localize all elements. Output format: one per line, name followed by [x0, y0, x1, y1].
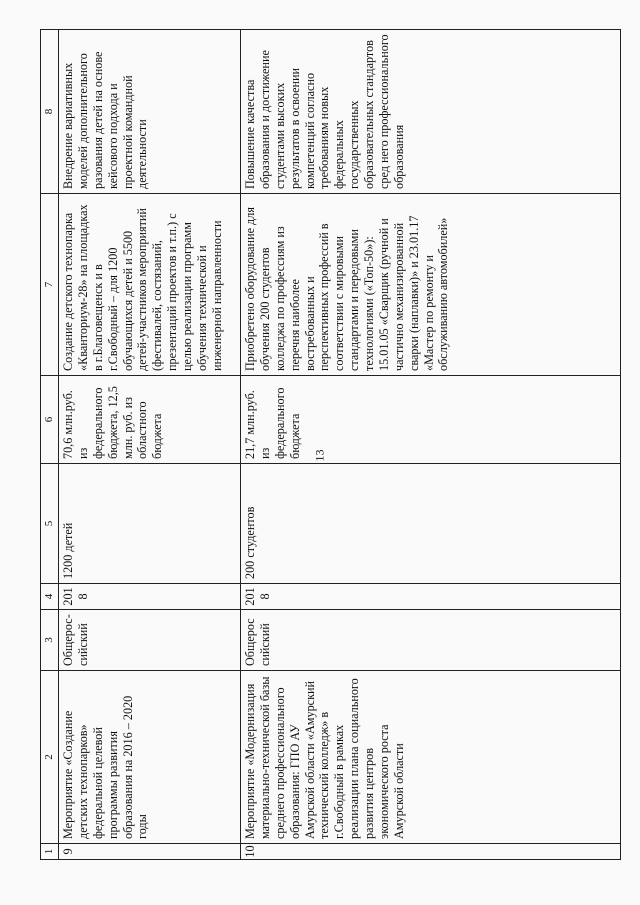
event-cell: Мероприятие «Создание детских технопарков» федеральной целевой программы развития образования на 2016 – 2020 годы — [59, 671, 241, 844]
level-cell: Общерос-сийский — [59, 610, 241, 671]
row-number: 9 — [59, 844, 241, 860]
effect-cell: Повышение качества образования и достижение студентами высоких результатов в освоении компетенций согласно требованиям новых федеральных государственных образовательных стандартов сред него профессионального образования — [241, 30, 621, 194]
year-cell: 2018 — [241, 584, 621, 610]
header-cell-7: 7 — [41, 194, 59, 376]
results-cell: Приобретено оборудование для обучения 200 студентов колледжа по профессиям из перечня наиболее востребованных и перспективных профессий в соответствии с мировыми стандартами и передовыми технологиями («Топ-50»): 15.01.05 «Сварщик (ручной и частично механизированной сварки (наплавки)» и 23.01.17 «Мастер по ремонту и обслуживанию автомобилей» — [241, 194, 621, 376]
table-row — [241, 30, 621, 860]
program-table — [40, 29, 621, 860]
effect-cell: Внедрение вариативных моделей дополнительного разования детей на основе кейсового подхода и проектной командной деятельности — [59, 30, 241, 194]
row-number: 10 — [241, 844, 621, 860]
header-cell-8: 8 — [41, 30, 59, 194]
page-number: 13 — [312, 449, 327, 462]
header-row — [41, 30, 59, 860]
year-cell: 2018 — [59, 584, 241, 610]
coverage-cell: 200 студентов — [241, 464, 621, 584]
table-row — [59, 30, 241, 860]
header-cell-4: 4 — [41, 584, 59, 610]
header-cell-5: 5 — [41, 464, 59, 584]
funding-cell: 21,7 млн.руб. из федерального бюджета — [241, 376, 621, 464]
coverage-cell: 1200 детей — [59, 464, 241, 584]
event-cell: Мероприятие «Модернизация материально-технической базы среднего профессионального образования: ГПО АУ Амурской области «Амурский технический колледж» в г.Свободный в рамках реализации плана социального развития центров экономического роста Амурской области — [241, 671, 621, 844]
header-cell-6: 6 — [41, 376, 59, 464]
header-cell-1: 1 — [41, 844, 59, 860]
header-cell-3: 3 — [41, 610, 59, 671]
rotated-table-container — [40, 30, 620, 860]
level-cell: Общерос сийский — [241, 610, 621, 671]
document-sheet — [40, 30, 640, 858]
funding-cell: 70,6 млн.руб. из федерального бюджета, 12,5 млн. руб. из областного бюджета — [59, 376, 241, 464]
header-cell-2: 2 — [41, 671, 59, 844]
results-cell: Создание детского технопарка «Кванториум-28» на площадках в г.Благовещенск и в г.Свободный – для 1200 обучающихся детей и 5500 детей-участников мероприятий (фестивалей, состязаний, презентаций проектов и т.п.) с целью реализации программ обучения технической и инженерной направленности — [59, 194, 241, 376]
